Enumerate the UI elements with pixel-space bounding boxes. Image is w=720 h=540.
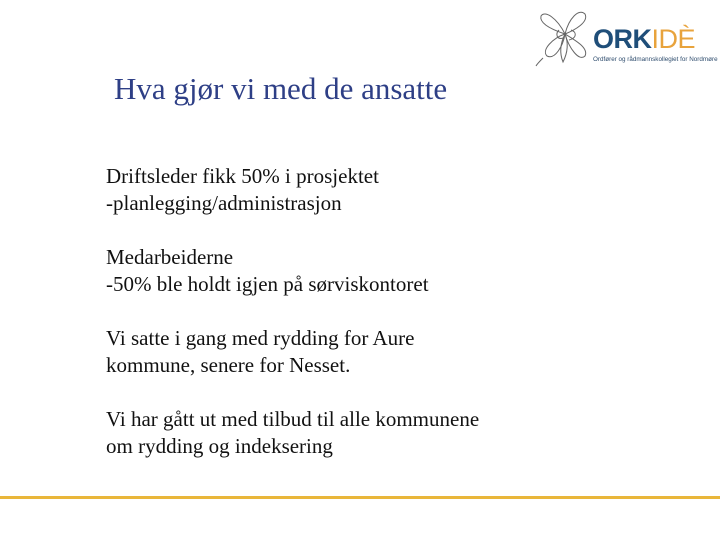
orkide-logo — [535, 4, 718, 68]
slide-body — [106, 163, 666, 487]
text-line: -50% ble holdt igjen på sørviskontoret — [106, 272, 429, 296]
text-line: Medarbeiderne — [106, 245, 234, 269]
text-line: -planlegging/administrasjon — [106, 191, 342, 215]
text-line: om rydding og indeksering — [106, 434, 333, 458]
slide-title: Hva gjør vi med de ansatte — [114, 71, 448, 106]
logo-wordmark — [593, 26, 695, 53]
paragraph-tilbud — [106, 406, 666, 460]
logo-tagline: Ordfører og rådmannskollegiet for Nordmøre — [593, 56, 718, 63]
paragraph-rydding — [106, 325, 666, 379]
paragraph-driftsleder — [106, 163, 666, 217]
footer-divider — [0, 496, 720, 499]
paragraph-medarbeiderne — [106, 244, 666, 298]
logo-word-part1: ORK — [593, 24, 652, 54]
logo-word-part2: IDÈ — [651, 24, 696, 54]
text-line: Vi satte i gang med rydding for Aure — [106, 326, 415, 350]
text-line: kommune, senere for Nesset. — [106, 353, 351, 377]
text-line: Vi har gått ut med tilbud til alle kommunene — [106, 407, 480, 431]
text-line: Driftsleder fikk 50% i prosjektet — [106, 164, 379, 188]
